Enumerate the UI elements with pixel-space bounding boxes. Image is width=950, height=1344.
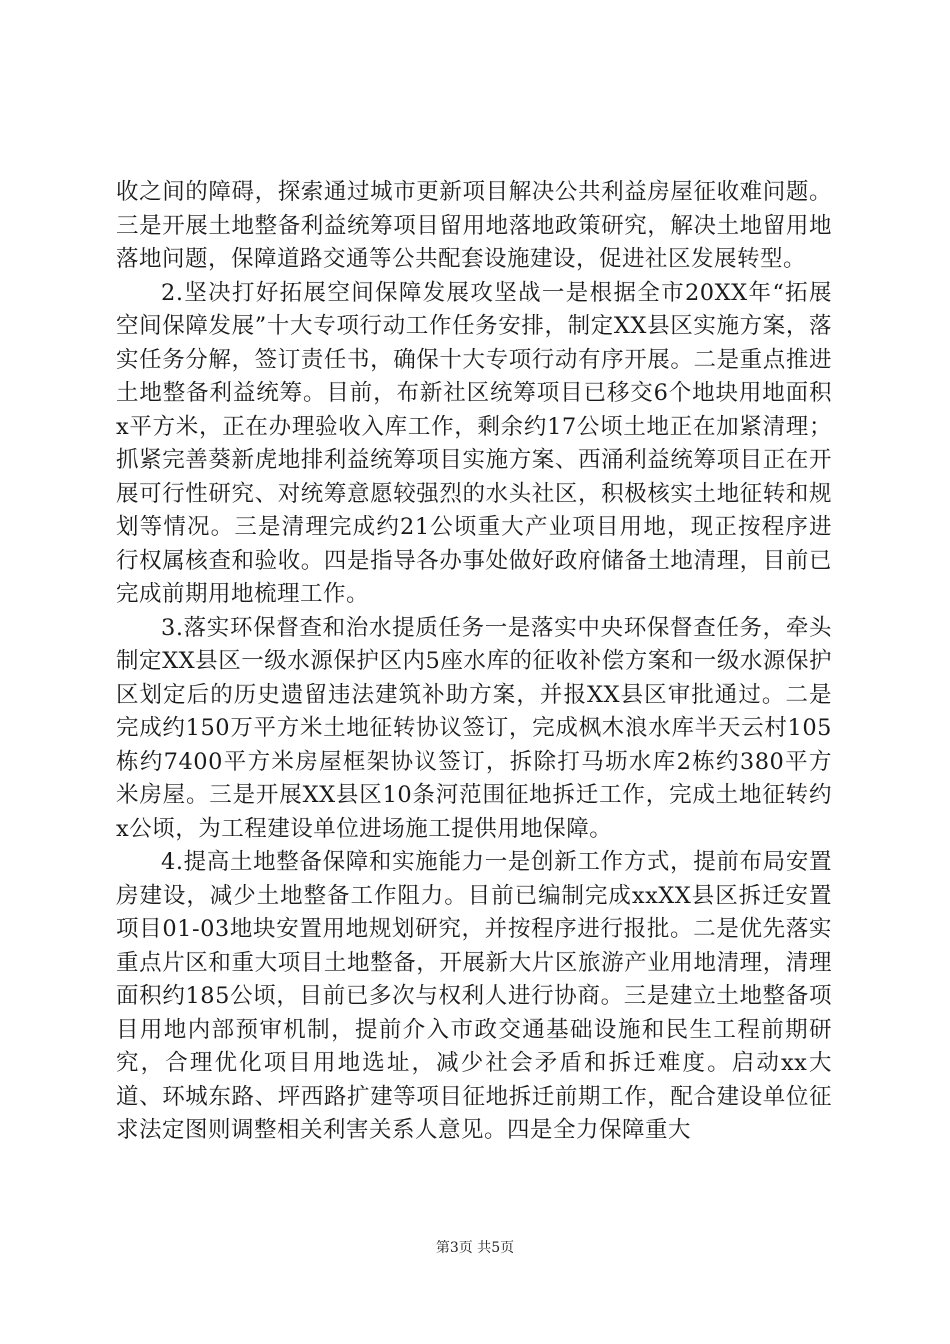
body-text bbox=[116, 176, 832, 1148]
paragraph-continuation: 收之间的障碍，探索通过城市更新项目解决公共利益房屋征收难问题。三是开展土地整备利益统筹项目留用地落地政策研究，解决土地留用地落地问题，保障道路交通等公共配套设施建设，促进社区发展转型。 bbox=[116, 179, 832, 272]
paragraph-item-2: 2.坚决打好拓展空间保障发展攻坚战一是根据全市20XX年“拓展空间保障发展”十大专项行动工作任务安排，制定XX县区实施方案，落实任务分解，签订责任书，确保十大专项行动有序开展。二是重点推进土地整备利益统筹。目前，布新社区统筹项目已移交6个地块用地面积x平方米，正在办理验收入库工作，剩余约17公顷土地正在加紧清理；抓紧完善葵新虎地排利益统筹项目实施方案、西涌利益统筹项目正在开展可行性研究、对统筹意愿较强烈的水头社区，积极核实土地征转和规划等情况。三是清理完成约21公顷重大产业项目用地，现正按程序进行权属核查和验收。四是指导各办事处做好政府储备土地清理，目前已完成前期用地梳理工作。 bbox=[116, 279, 832, 607]
page-footer: 第3页 共5页 bbox=[435, 1240, 515, 1256]
paragraph-item-3: 3.落实环保督查和治水提质任务一是落实中央环保督查任务，牵头制定XX县区一级水源保护区内5座水库的征收补偿方案和一级水源保护区划定后的历史遗留违法建筑补助方案，并报XX县区审批通过。二是完成约150万平方米土地征转协议签订，完成枫木浪水库半天云村105栋约7400平方米房屋框架协议签订，拆除打马坜水库2栋约380平方米房屋。三是开展XX县区10条河范围征地拆迁工作，完成土地征转约x公顷，为工程建设单位进场施工提供用地保障。 bbox=[116, 614, 832, 842]
paragraph-item-4: 4.提高土地整备保障和实施能力一是创新工作方式，提前布局安置房建设，减少土地整备工作阻力。目前已编制完成xxXX县区拆迁安置项目01-03地块安置用地规划研究，并按程序进行报批。二是优先落实重点片区和重大项目土地整备，开展新大片区旅游产业用地清理，清理面积约185公顷，目前已多次与权利人进行协商。三是建立土地整备项目用地内部预审机制，提前介入市政交通基础设施和民生工程前期研究，合理优化项目用地选址，减少社会矛盾和拆迁难度。启动xx大道、环城东路、坪西路扩建等项目征地拆迁前期工作，配合建设单位征求法定图则调整相关利害关系人意见。四是全力保障重大 bbox=[116, 849, 832, 1143]
